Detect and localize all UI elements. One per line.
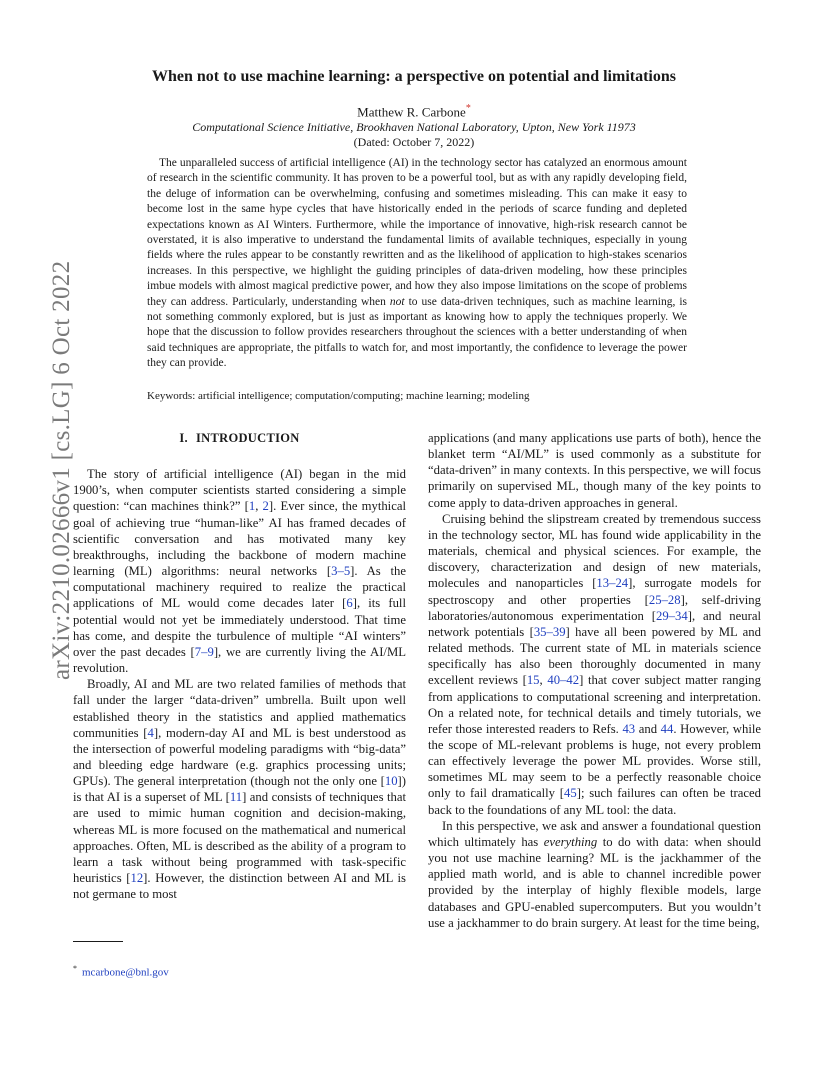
author-email-link[interactable]: mcarbone@bnl.gov: [82, 966, 169, 979]
citation-link[interactable]: 6: [346, 596, 353, 611]
author-name: Matthew R. Carbone: [357, 104, 466, 120]
affiliation: Computational Science Initiative, Brookhaven National Laboratory, Upton, New York 11973: [192, 120, 636, 134]
citation-link[interactable]: 25–28: [648, 592, 681, 607]
citation-link[interactable]: 10: [384, 774, 398, 789]
arxiv-identifier: arXiv:2210.02666v1 [cs.LG] 6 Oct 2022: [48, 260, 75, 680]
abstract-text-continued: to use data-driven techniques, such as machine learning, is not something commonly explored, but is just as important as knowing how to apply the techniques properly. We hope that the discussion to follow provides researchers throughout the sciences with a better understanding of when said techniques are appropriate, the pitfalls to watch for, and most importantly, the confidence to leverage the power they can provide.: [147, 295, 687, 370]
citation-link[interactable]: 40–42: [547, 673, 580, 688]
footnote-mark: *: [73, 964, 77, 973]
paper-title: When not to use machine learning: a perspective on potential and limitations: [151, 68, 676, 85]
intro-paragraph-2: Broadly, AI and ML are two related families of methods that fall under the larger “data-driven” umbrella. Built upon well established theory in the statistics and applied mathematics communities [4], modern-day AI and ML is best understood as the intersection of powerful modeling paradigms with “big-data” and bleeding edge hardware (e.g. graphics processing units; GPUs). The general interpretation (though not the only one [10]) is that AI is a superset of ML [11] and consists of techniques that are used to mimic human cognition and decision-making, whereas ML is more focused on the mathematical and numerical approaches. Often, ML is described as the ability of a program to learn a task without being programmed with task-specific heuristics [12]. However, the distinction between AI and ML is not germane to most: [73, 677, 406, 902]
footnote: [73, 964, 169, 979]
citation-link[interactable]: 15: [526, 673, 540, 688]
citation-link[interactable]: 7–9: [194, 644, 214, 659]
citation-link[interactable]: 44: [660, 721, 674, 736]
keywords: Keywords: artificial intelligence; computation/computing; machine learning; modeling: [147, 390, 530, 402]
section-title: INTRODUCTION: [195, 431, 300, 445]
author-line: [80, 103, 748, 120]
citation-link[interactable]: 43: [622, 721, 636, 736]
date-line: (Dated: October 7, 2022): [353, 135, 475, 149]
footnote-divider: [73, 941, 123, 942]
citation-link[interactable]: 12: [130, 871, 144, 886]
citation-link[interactable]: 11: [229, 790, 243, 805]
abstract: [147, 156, 687, 372]
right-column: [428, 430, 761, 931]
section-number: I.: [179, 431, 188, 445]
intro-paragraph-4: Cruising behind the slipstream created by tremendous success in the technology sector, ML has found wide applicability in the materials, chemical and physical sciences. For example, the discovery, characterization and design of new materials, molecules and nanoparticles [13–24], surrogate models for spectroscopy and other properties [25–28], self-driving laboratories/autonomous experimentation [29–34], and neural network potentials [35–39] have all been powered by ML and related methods. The current state of ML in materials science specifically has also been thoroughly documented in many excellent reviews [15, 40–42] that cover subject matter ranging from applications to computational screening and interpretation. On a related note, for technical details and timely tutorials, we refer those interested readers to Refs. 43 and 44. However, while the scope of ML-relevant problems is huge, not every problem can effectively leverage the power ML provides. Worse still, sometimes ML may seem to be a perfectly reasonable choice only to fail dramatically [45]; such failures can often be traced back to the foundations of any ML tool: the data.: [428, 511, 761, 817]
emphasis-text: everything: [543, 834, 598, 849]
left-column: [73, 430, 406, 902]
abstract-emphasis: not: [389, 295, 405, 308]
citation-link[interactable]: 4: [147, 725, 154, 740]
abstract-text: The unparalleled success of artificial intelligence (AI) in the technology sector has catalyzed an enormous amount of research in the scientific community. It has proven to be a powerful tool, but as with any rapidly developing field, the deluge of information can be overwhelming, confusing and sometimes misleading. This can make it easy to become lost in the same hype cycles that have historically ended in the periods of scarce funding and depleted expectations known as AI Winters. Furthermore, while the importance of innovative, high-risk research cannot be overstated, it is also imperative to understand the fundamental limits of available techniques, especially in young fields where the rules appear to be constantly rewritten and as the likelihood of application to high-stakes scenarios increases. In this perspective, we highlight the guiding principles of data-driven modeling, how these principles imbue models with almost magical predictive power, and how they also impose limitations on the scope of problems they can address. Particularly, understanding when: [147, 157, 687, 308]
intro-paragraph-1: The story of artificial intelligence (AI) began in the mid 1900’s, when computer scientists started considering a simple question: “can machines think?” [1, 2]. Ever since, the mythical goal of achieving true “human-like” AI has framed decades of scientific conversation and has motivated many key breakthroughs, including the backbone of modern machine learning (ML) algorithms: neural networks [3–5]. As the computational machinery required to realize the practical applications of ML would come decades later [6], its full potential would not yet be immediately understood. That time has come, and despite the turbulence of multiple “AI winters” over the past decades [7–9], we are currently living the AI/ML revolution.: [73, 467, 406, 676]
section-heading: [73, 430, 406, 446]
intro-paragraph-3: applications (and many applications use parts of both), hence the blanket term “AI/ML” is used commonly as a substitute for “data-driven” in many contexts. In this perspective, we will focus primarily on supervised ML, though many of the key points to come apply to data-driven approaches in general.: [428, 431, 761, 510]
citation-link[interactable]: 3–5: [331, 564, 351, 579]
citation-link[interactable]: 29–34: [655, 608, 688, 623]
citation-link[interactable]: 35–39: [533, 624, 566, 639]
citation-link[interactable]: 2: [262, 499, 269, 514]
author-footnote-mark[interactable]: *: [465, 103, 471, 114]
citation-link[interactable]: 1: [248, 499, 256, 514]
citation-link[interactable]: 45: [564, 786, 577, 801]
intro-paragraph-5: In this perspective, we ask and answer a foundational question which ultimately has everything to do with data: when should you not use machine learning? ML is the jackhammer of the applied math world, and is able to channel incredible power provided by the interplay of highly flexible models, large databases and GPU-enabled supercomputers. But you wouldn’t use a jackhammer to do brain surgery. At least for the time being,: [428, 818, 761, 930]
citation-link[interactable]: 13–24: [596, 576, 629, 591]
